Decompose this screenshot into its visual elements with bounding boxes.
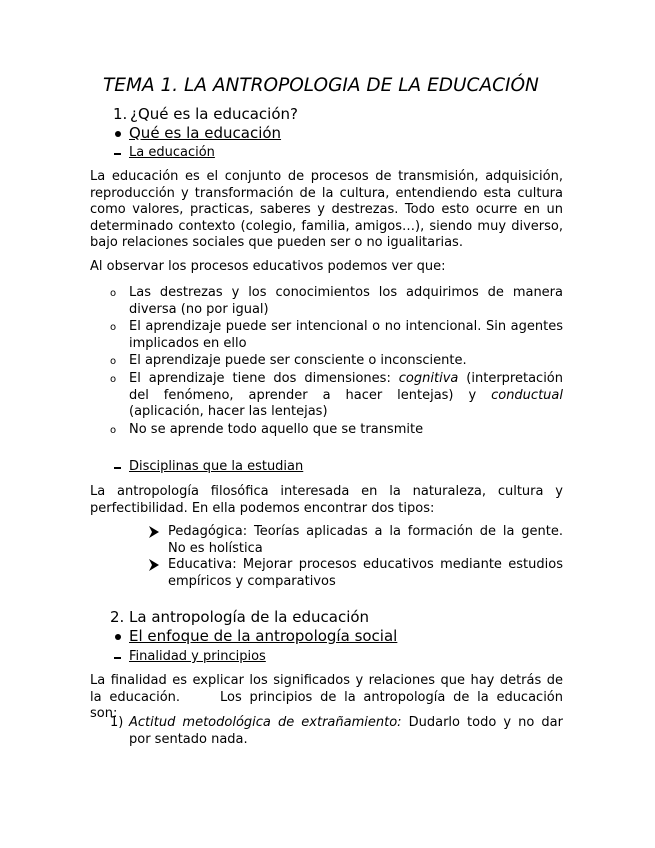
section-1-number: 1. xyxy=(113,105,128,123)
dash-bullet xyxy=(114,467,121,469)
type-item: Pedagógica: Teorías aplicadas a la formación de la gente. No es holística xyxy=(168,524,563,556)
document-title: TEMA 1. LA ANTROPOLOGIA DE LA EDUCACIÓN xyxy=(103,75,539,96)
section-1-subsubheading-2: Disciplinas que la estudian xyxy=(129,459,304,474)
section-2-subsubheading: Finalidad y principios xyxy=(129,649,266,664)
list-item: El aprendizaje puede ser consciente o inconsciente. xyxy=(129,353,467,368)
paragraph-definition: La educación es el conjunto de procesos de transmisión, adquisición, reproducción y transformación de la cultura, entendiendo esta cultura como valores, practicas, saberes y destrezas. Todo esto ocurre en un determinado contexto (colegio, familia, amigos…), siendo muy diverso, bajo relaciones sociales que pueden ser o no igualitarias. xyxy=(90,169,563,251)
arrow-bullet-icon xyxy=(148,526,160,538)
principle-number: 1) xyxy=(110,715,124,730)
section-2-heading: La antropología de la educación xyxy=(129,608,370,626)
circle-bullet: o xyxy=(110,374,117,385)
list-item: No se aprende todo aquello que se transmite xyxy=(129,422,424,437)
section-2-subheading: El enfoque de la antropología social xyxy=(129,627,398,645)
circle-bullet: o xyxy=(110,425,117,436)
bullet-dot xyxy=(115,634,121,640)
paragraph-disciplines: La antropología filosófica interesada en la naturaleza, cultura y perfectibilidad. En ella podemos encontrar dos tipos: xyxy=(90,484,563,516)
list-item: El aprendizaje tiene dos dimensiones: cognitiva (interpretación del fenómeno, aprender a hacer lentejas) y conductual (aplicación, hacer las lentejas) xyxy=(129,371,563,420)
section-1-heading: ¿Qué es la educación? xyxy=(130,105,298,123)
paragraph-finality: La finalidad es explicar los significados y relaciones que hay detrás de la educación. Los principios de la antropología de la educación son: xyxy=(90,673,563,722)
dash-bullet xyxy=(114,153,121,155)
dash-bullet xyxy=(114,657,121,659)
list-item: El aprendizaje puede ser intencional o no intencional. Sin agentes implicados en ello xyxy=(129,319,563,351)
bullet-dot xyxy=(115,131,121,137)
type-item: Educativa: Mejorar procesos educativos mediante estudios empíricos y comparativos xyxy=(168,557,563,589)
list-item: Las destrezas y los conocimientos los adquirimos de manera diversa (no por igual) xyxy=(129,285,563,317)
principle-item: Actitud metodológica de extrañamiento: Dudarlo todo y no dar por sentado nada. xyxy=(129,715,563,747)
circle-bullet: o xyxy=(110,288,117,299)
circle-bullet: o xyxy=(110,356,117,367)
arrow-bullet-icon xyxy=(148,559,160,571)
section-1-subheading: Qué es la educación xyxy=(129,124,282,142)
section-2-number: 2. xyxy=(110,608,125,626)
section-1-subsubheading: La educación xyxy=(129,145,215,160)
circle-bullet: o xyxy=(110,322,117,333)
paragraph-intro: Al observar los procesos educativos podemos ver que: xyxy=(90,259,446,274)
